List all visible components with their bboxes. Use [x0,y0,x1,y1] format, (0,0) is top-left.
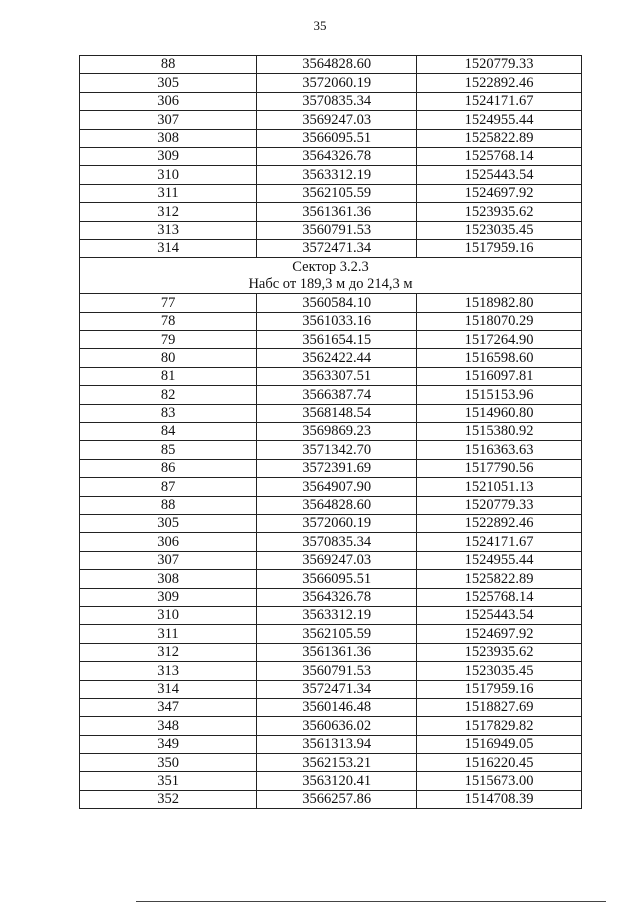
table-row [80,203,582,221]
coordinates-group-before [80,56,582,258]
point-number-cell: 82 [80,386,257,404]
coordinate-y-cell: 1525822.89 [417,570,582,588]
point-number-cell: 313 [80,221,257,239]
table-row [80,367,582,385]
coordinate-y-cell: 1525443.54 [417,606,582,624]
coordinate-y-cell: 1520779.33 [417,56,582,74]
coordinate-x-cell: 3564326.78 [257,588,417,606]
coordinate-x-cell: 3563307.51 [257,367,417,385]
coordinate-x-cell: 3561313.94 [257,735,417,753]
table-row [80,588,582,606]
coordinate-x-cell: 3560791.53 [257,662,417,680]
coordinate-y-cell: 1517790.56 [417,459,582,477]
table-row [80,386,582,404]
coordinate-y-cell: 1524171.67 [417,92,582,110]
point-number-cell: 78 [80,312,257,330]
table-row [80,74,582,92]
point-number-cell: 311 [80,625,257,643]
point-number-cell: 307 [80,551,257,569]
point-number-cell: 314 [80,680,257,698]
coordinate-x-cell: 3560791.53 [257,221,417,239]
coordinate-y-cell: 1518827.69 [417,698,582,716]
table-row [80,698,582,716]
point-number-cell: 88 [80,496,257,514]
table-row [80,754,582,772]
point-number-cell: 347 [80,698,257,716]
coordinate-x-cell: 3568148.54 [257,404,417,422]
table-row [80,459,582,477]
coordinate-x-cell: 3572060.19 [257,514,417,532]
table-row [80,349,582,367]
table-row [80,56,582,74]
table-row [80,111,582,129]
point-number-cell: 86 [80,459,257,477]
sector-header-group [80,258,582,294]
table-row [80,92,582,110]
table-row [80,533,582,551]
table-row [80,294,582,312]
coordinate-y-cell: 1524171.67 [417,533,582,551]
coordinate-y-cell: 1518070.29 [417,312,582,330]
coordinate-y-cell: 1515673.00 [417,772,582,790]
point-number-cell: 313 [80,662,257,680]
coordinate-x-cell: 3572471.34 [257,680,417,698]
point-number-cell: 87 [80,478,257,496]
point-number-cell: 306 [80,533,257,551]
coordinate-x-cell: 3566387.74 [257,386,417,404]
table-row [80,184,582,202]
point-number-cell: 307 [80,111,257,129]
coordinates-group-after [80,294,582,809]
table-row [80,166,582,184]
point-number-cell: 88 [80,56,257,74]
point-number-cell: 309 [80,147,257,165]
coordinate-x-cell: 3571342.70 [257,441,417,459]
coordinate-x-cell: 3566257.86 [257,790,417,808]
coordinate-x-cell: 3561033.16 [257,312,417,330]
coordinate-x-cell: 3569869.23 [257,423,417,441]
point-number-cell: 79 [80,331,257,349]
coordinate-y-cell: 1515380.92 [417,423,582,441]
coordinate-x-cell: 3566095.51 [257,570,417,588]
coordinate-y-cell: 1523935.62 [417,203,582,221]
coordinate-y-cell: 1522892.46 [417,514,582,532]
coordinate-x-cell: 3562153.21 [257,754,417,772]
point-number-cell: 85 [80,441,257,459]
coordinate-y-cell: 1524955.44 [417,111,582,129]
table-row [80,423,582,441]
bottom-rule [136,901,606,902]
point-number-cell: 352 [80,790,257,808]
coordinate-x-cell: 3569247.03 [257,551,417,569]
table-row [80,606,582,624]
point-number-cell: 77 [80,294,257,312]
coordinate-y-cell: 1516363.63 [417,441,582,459]
coordinate-y-cell: 1520779.33 [417,496,582,514]
coordinate-y-cell: 1525443.54 [417,166,582,184]
table-row [80,129,582,147]
sector-header-cell [80,258,582,294]
point-number-cell: 308 [80,129,257,147]
coordinate-y-cell: 1518982.80 [417,294,582,312]
table-row [80,221,582,239]
table-row [80,496,582,514]
point-number-cell: 350 [80,754,257,772]
point-number-cell: 309 [80,588,257,606]
table-row [80,239,582,257]
table-row [80,331,582,349]
point-number-cell: 312 [80,203,257,221]
coordinate-x-cell: 3561361.36 [257,203,417,221]
point-number-cell: 314 [80,239,257,257]
coordinate-x-cell: 3561654.15 [257,331,417,349]
point-number-cell: 306 [80,92,257,110]
coordinate-x-cell: 3572391.69 [257,459,417,477]
coordinate-x-cell: 3572060.19 [257,74,417,92]
coordinate-x-cell: 3563120.41 [257,772,417,790]
coordinate-y-cell: 1515153.96 [417,386,582,404]
table-row [80,772,582,790]
table-row [80,570,582,588]
coordinate-y-cell: 1517829.82 [417,717,582,735]
point-number-cell: 305 [80,74,257,92]
point-number-cell: 80 [80,349,257,367]
coordinate-y-cell: 1524697.92 [417,625,582,643]
coordinate-y-cell: 1516097.81 [417,367,582,385]
coordinate-y-cell: 1521051.13 [417,478,582,496]
coordinate-y-cell: 1523935.62 [417,643,582,661]
coordinate-y-cell: 1514960.80 [417,404,582,422]
point-number-cell: 310 [80,166,257,184]
coordinate-x-cell: 3564828.60 [257,56,417,74]
coordinate-x-cell: 3569247.03 [257,111,417,129]
table-row [80,662,582,680]
coordinate-y-cell: 1523035.45 [417,662,582,680]
coordinate-x-cell: 3563312.19 [257,606,417,624]
point-number-cell: 349 [80,735,257,753]
coordinate-y-cell: 1525768.14 [417,147,582,165]
table-row [80,478,582,496]
sector-subtitle: Набс от 189,3 м до 214,3 м [248,275,413,292]
table-row [80,312,582,330]
table-row [80,625,582,643]
coordinates-table [79,55,582,809]
point-number-cell: 351 [80,772,257,790]
coordinate-y-cell: 1524697.92 [417,184,582,202]
coordinate-x-cell: 3564907.90 [257,478,417,496]
point-number-cell: 310 [80,606,257,624]
table-row [80,551,582,569]
coordinate-y-cell: 1516598.60 [417,349,582,367]
point-number-cell: 348 [80,717,257,735]
point-number-cell: 311 [80,184,257,202]
coordinate-y-cell: 1517959.16 [417,239,582,257]
coordinate-y-cell: 1516949.05 [417,735,582,753]
point-number-cell: 81 [80,367,257,385]
table-row [80,147,582,165]
coordinate-y-cell: 1517264.90 [417,331,582,349]
coordinate-x-cell: 3564326.78 [257,147,417,165]
table-row [80,717,582,735]
table-row [80,790,582,808]
coordinate-x-cell: 3564828.60 [257,496,417,514]
table-row [80,514,582,532]
coordinate-x-cell: 3570835.34 [257,533,417,551]
coordinate-x-cell: 3560584.10 [257,294,417,312]
table-row [80,404,582,422]
coordinate-x-cell: 3572471.34 [257,239,417,257]
coordinate-x-cell: 3560636.02 [257,717,417,735]
table-row [80,643,582,661]
coordinate-x-cell: 3562105.59 [257,625,417,643]
page-number: 35 [313,18,327,33]
coordinate-y-cell: 1525822.89 [417,129,582,147]
coordinate-y-cell: 1517959.16 [417,680,582,698]
coordinate-y-cell: 1523035.45 [417,221,582,239]
table-row [80,441,582,459]
coordinate-y-cell: 1525768.14 [417,588,582,606]
table-row [80,680,582,698]
sector-title: Сектор 3.2.3 [292,258,369,275]
coordinate-x-cell: 3562105.59 [257,184,417,202]
point-number-cell: 308 [80,570,257,588]
coordinate-x-cell: 3560146.48 [257,698,417,716]
coordinate-x-cell: 3570835.34 [257,92,417,110]
sector-header-row [80,258,582,294]
point-number-cell: 83 [80,404,257,422]
coordinate-x-cell: 3566095.51 [257,129,417,147]
coordinate-x-cell: 3563312.19 [257,166,417,184]
coordinate-y-cell: 1522892.46 [417,74,582,92]
point-number-cell: 312 [80,643,257,661]
coordinate-x-cell: 3562422.44 [257,349,417,367]
coordinate-y-cell: 1516220.45 [417,754,582,772]
coordinate-y-cell: 1524955.44 [417,551,582,569]
coordinate-x-cell: 3561361.36 [257,643,417,661]
coordinate-y-cell: 1514708.39 [417,790,582,808]
table-row [80,735,582,753]
point-number-cell: 305 [80,514,257,532]
point-number-cell: 84 [80,423,257,441]
